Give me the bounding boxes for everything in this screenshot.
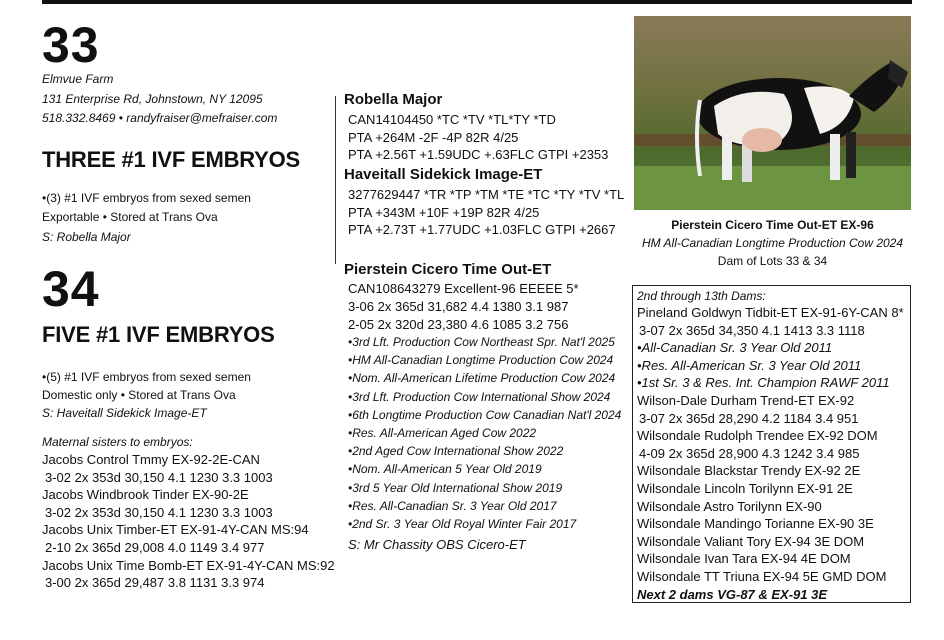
sire-robella-line: PTA +264M -2F -4P 82R 4/25 [348,129,519,145]
dam-honor-line: •Nom. All-American Lifetime Production Cow 2024 [348,371,616,386]
dam-record-line: 3-06 2x 365d 31,682 4.4 1380 3.1 987 [348,299,569,314]
sire-haveitall-line: 3277629447 *TR *TP *TM *TE *TC *TY *TV *TL [348,187,625,202]
maternal-sister-line: 2-10 2x 365d 29,008 4.0 1149 3.4 977 [45,539,265,555]
lot-33-number: 33 [42,17,100,73]
dam-pedigree-line: Pineland Goldwyn Tidbit-ET EX-91-6Y-CAN 8* [637,305,904,320]
lot-34-heading: FIVE #1 IVF EMBRYOS [42,322,275,347]
lot-34-desc-1: •(5) #1 IVF embryos from sexed semen [42,370,251,384]
dam-pedigree-line: •Res. All-American Sr. 3 Year Old 2011 [637,357,862,373]
dams-box [632,285,911,603]
dam-name: Pierstein Cicero Time Out-ET [344,261,552,278]
dam-pedigree-line: Wilsondale Astro Torilynn EX-90 [637,498,822,514]
dams-list [637,304,904,603]
top-rule [42,0,912,4]
sire-haveitall-line: PTA +343M +10F +19P 82R 4/25 [348,204,540,220]
sire-robella-details [348,111,608,164]
dam-honor-line: •HM All-Canadian Longtime Production Cow 2024 [348,353,614,368]
dam-pedigree-line: Wilsondale Ivan Tara EX-94 4E DOM [637,551,851,567]
dam-pedigree-line: Wilsondale Mandingo Torianne EX-90 3E [637,516,874,532]
dam-pedigree-line: Wilsondale Blackstar Trendy EX-92 2E [637,463,861,479]
dam-honor-line: •2nd Aged Cow International Show 2022 [348,444,564,459]
maternal-sisters-label: Maternal sisters to embryos: [42,435,193,449]
dam-honor-line: •3rd Lft. Production Cow International Show 2024 [348,389,611,404]
consignor-farm: Elmvue Farm [42,72,114,86]
maternal-sister-line: Jacobs Windbrook Tinder EX-90-2E [42,487,249,503]
dam-pedigree-line: Wilsondale Valiant Tory EX-94 3E DOM [637,533,865,549]
dam-honor-line: •Res. All-American Aged Cow 2022 [348,426,537,441]
maternal-sister-line: 3-00 2x 365d 29,487 3.8 1131 3.3 974 [45,575,265,591]
dams-label: 2nd through 13th Dams: [637,289,766,303]
dam-honor-line: •3rd 5 Year Old International Show 2019 [348,480,563,495]
dam-pedigree-line: 4-09 2x 365d 28,900 4.3 1242 3.4 985 [639,445,860,461]
consignor-contact: 518.332.8469 • randyfraiser@mefraiser.com [42,111,278,125]
lot-33-desc-2: Exportable • Stored at Trans Ova [42,210,218,224]
sire-haveitall-details [348,186,624,239]
maternal-sister-line: Jacobs Unix Timber-ET EX-91-4Y-CAN MS:94 [42,522,309,538]
dam-registration: CAN108643279 Excellent-96 EEEEE 5* [348,281,579,296]
sire-haveitall-line: PTA +2.73T +1.77UDC +1.03FLC GTPI +2667 [348,222,616,238]
maternal-sister-line: 3-02 2x 353d 30,150 4.1 1230 3.3 1003 [45,469,273,485]
dam-pedigree-line: Wilson-Dale Durham Trend-ET EX-92 [637,392,855,408]
dam-honor-line: •Res. All-Canadian Sr. 3 Year Old 2017 [348,498,557,513]
dam-pedigree-line: Wilsondale Rudolph Trendee EX-92 DOM [637,428,878,444]
lot-33-heading: THREE #1 IVF EMBRYOS [42,147,301,172]
maternal-sisters-list [42,451,335,592]
dam-honor-line: •Nom. All-American 5 Year Old 2019 [348,462,542,477]
photo-caption-name: Pierstein Cicero Time Out-ET EX-96 [671,218,874,232]
dam-pedigree-line: •All-Canadian Sr. 3 Year Old 2011 [637,340,833,356]
dam-pedigree-line: Wilsondale TT Triuna EX-94 5E GMD DOM [637,568,887,584]
sire-robella-line: CAN14104450 *TC *TV *TL*TY *TD [348,112,556,127]
dam-pedigree-line: Next 2 dams VG-87 & EX-91 3E [637,586,828,602]
sire-robella-line: PTA +2.56T +1.59UDC +.63FLC GTPI +2353 [348,147,609,163]
dam-honor-line: •3rd Lft. Production Cow Northeast Spr. Nat'l 2025 [348,335,615,349]
dam-honors [348,333,621,533]
maternal-sister-line: Jacobs Control Tmmy EX-92-2E-CAN [42,452,260,467]
photo-caption-award: HM All-Canadian Longtime Production Cow 2024 [641,236,904,250]
lot-33-desc-1: •(3) #1 IVF embryos from sexed semen [42,191,251,205]
column-divider [335,96,336,264]
dam-pedigree-line: 3-07 2x 365d 28,290 4.2 1184 3.4 951 [639,410,859,426]
dam-honor-line: •2nd Sr. 3 Year Old Royal Winter Fair 2017 [348,517,577,532]
lot-34-desc-2: Domestic only • Stored at Trans Ova [42,388,236,402]
consignor-address: 131 Enterprise Rd, Johnstown, NY 12095 [42,92,263,106]
lot-34-number: 34 [42,261,100,317]
cow-photo [634,16,911,210]
dam-record-line: 2-05 2x 320d 23,380 4.6 1085 3.2 756 [348,316,569,332]
lot-34-sire: S: Haveitall Sidekick Image-ET [42,406,207,420]
dam-honor-line: •6th Longtime Production Cow Canadian Nat'l 2024 [348,407,622,422]
maternal-sister-line: Jacobs Unix Time Bomb-ET EX-91-4Y-CAN MS:92 [42,557,335,573]
sire-robella-name: Robella Major [344,91,443,108]
dam-pedigree-line: •1st Sr. 3 & Res. Int. Champion RAWF 2011 [637,375,890,391]
lot-33-sire: S: Robella Major [42,230,131,244]
dam-sire: S: Mr Chassity OBS Cicero-ET [348,537,526,552]
maternal-sister-line: 3-02 2x 353d 30,150 4.1 1230 3.3 1003 [45,504,273,520]
sire-haveitall-name: Haveitall Sidekick Image-ET [344,166,543,183]
dam-pedigree-line: 3-07 2x 365d 34,350 4.1 1413 3.3 1118 [639,322,865,338]
dam-pedigree-line: Wilsondale Lincoln Torilynn EX-91 2E [637,480,853,496]
photo-caption-dam: Dam of Lots 33 & 34 [717,254,828,268]
dam-records [348,298,568,333]
